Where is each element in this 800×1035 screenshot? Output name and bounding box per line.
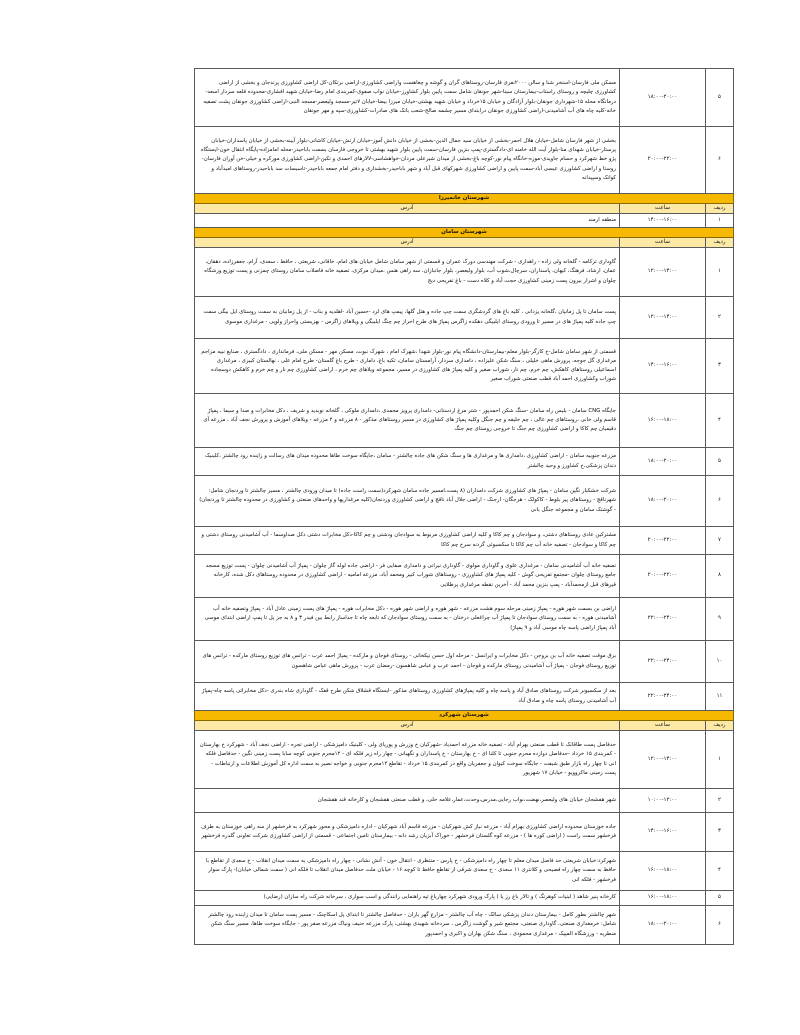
column-header-time: ساعت [620, 721, 706, 731]
row-number: ۱ [706, 248, 734, 297]
table-row [195, 127, 734, 194]
outage-address: منطقه ارمند [195, 214, 620, 228]
table-row [195, 683, 734, 711]
time-range: ۱۴:۰۰-۱۶:۰۰ [620, 339, 706, 394]
outage-address: جاده خوزستان محدوده اراضی کشاورزی بهرام آباد - مزرعه نیاز کش شهرکیان - مزرعه قاسم آباد شهرکیان - اداره دامپزشکی و محور شهرکرد به فرخشهر از سه راهی خوزستان به طرف فرخشهر سمت راست ( اراضی کوره ها ) - مزرعه کوه گلستان فرخشهر - خوراک آبزیان رشد دانه - بیمارستان تامین اجتماعی - قسمتی از اراضی کشاورزی شرکت تعاونی گلدره فرخشهر [195, 813, 620, 852]
outage-address: حدفاصل پست طاقانک تا قطب صنعتی بهرام آباد - تصفیه خانه مزرعه احمدیاد -شهرکیان خ وزرش و پوریای ولی - کلینیک دامپزشکی - اراضی تجره - اراضی نجف آباد - شهرکرد خ بهارستان - کمربندی ۱۵ خرداد -حدفاصل دوازده محرم جنوبی تا کلنا ای - خ بهارستان - خ پاسداران و نگهبانی - چهار راه زیر فلکه ای - ۱۲محرم جنوبی کوچه سابا پست زمینی نگین - حدفاصل فلکه انی تا چهار راه بازار طبق شیفت - جایگاه سوخت کیوان و جعفریان واقع در کمربندی ۱۵ خرداد - تقاطع ۱۲محرم جنوبی و خواجه نصیر به سمت اداره کل آموزش اطلاعات و ارتباطات - پست زمینی ماکروویو - خیابان ۱۷ شهریور [195, 731, 620, 789]
column-header-address: آدرس [195, 238, 620, 248]
table-row [195, 891, 734, 906]
time-range: ۱۰:۰۰-۱۲:۰۰ [620, 789, 706, 813]
column-header-address: آدرس [195, 721, 620, 731]
table-row [195, 69, 734, 127]
row-number: ۵ [706, 891, 734, 906]
city-section-title-row [195, 711, 734, 721]
row-number: ۳ [706, 339, 734, 394]
table-row [195, 394, 734, 448]
outage-address: برق موقت تصفیه خانه آب بن بروجن - دکل مخابرات و ایرانسل - مرحله اول حسن نیکخانی - روستای فوجان و مارکده - پمپاژ احمد عرب - ترانس های توزیع روستای مارکده - ترانس های توزیع روستای فوجان - پمپاژ آب آشامیدنی روستای مارکده و فوجان - احمد عرب و عباس شاهسون -رمضان عرب - پرورش ماهی عباس شاهسون [195, 641, 620, 683]
column-header-row-number: ردیف [706, 204, 734, 214]
time-range: ۱۶:۰۰-۱۸:۰۰ [620, 852, 706, 891]
outage-address: بخشی از شهر فارسان شامل-خیابان هلال احمر-بخشی از خیابان سید جمال الدین-بخشی از خیابان دانش آموز-خیابان ارتش-خیابان کاشانی-بلوار آیینه-بخشی از خیابان پاسداران-خیابان پرستار-خیابان شهدای منا-بلوار آیت الله خامنه ای-دادگستری-پمپ بنزین فارسان-سمت پایین بلوار شهید بهشتی تا خروجی فارسان بسمت باباحیدر-محله امامزاده-پایگاه انتقال خون-ایستگاه پژو خط شهرکرد و حسام جاویدی-موزه-خانگاه پیام نور-کوچه باغ-بخشی از میدان شیرعلی مردان-خواهشاسی-لالارهای احمدی و تکین-اراضی کشاورزی مورکره و خیلی-خن آوران فارسان-روستا و اراضی کشاورزی عیسی آباد-سمت پایین و اراضی کشاورزی شهرکهای قبل آباد و شهر باباحیدر-بخشداری و دفتر امام جمعه باباحیدر-تاسیسات سد باباحیدر-روستاهای امیدآباد و کوانک وسپیدانه [195, 127, 620, 194]
column-header-address: آدرس [195, 204, 620, 214]
table-row [195, 555, 734, 598]
outage-address: بعد از سکسیونر شرکت روستاهای صادق آباد و پاسه چاه و کلیه پمپاژهای کشاورزی روستاهای مذکور -ایستگاه قشلاق شکن طرح قفک - گاوداری شاه بندری -دکل مخابراتی پاسه چاه-پمپاژ آب آشامیدنی روستای پاسه چاه و صادق آباد [195, 683, 620, 711]
time-range: ۱۲:۰۰-۱۴:۰۰ [620, 248, 706, 297]
outage-address: پست سامان تا پل زمانیان ،گلخانه یزدانی ، کلیه باغ های گردشگری سمت چپ جاده و هتل گلها، پیمپ های لرد -حسین آباد -اهلدیه و بناب - از پل زمانیان به سمت روستای ایل بیگی سمت چپ جاده کلیه پمپاژ های در مسیر تا ورودی روستای ایلبیگی دهکده زاگرس پمپاژ های طرح احراز چم چنگ ایلبیگی و ویلاهای زاگرس - بهزیستی واحراز ولوپی - مرغداری موسوی [195, 297, 620, 339]
column-header-time: ساعت [620, 204, 706, 214]
table-row [195, 339, 734, 394]
table-row [195, 813, 734, 852]
time-range: ۲۲:۰۰-۲۴:۰۰ [620, 598, 706, 641]
city-section-title-row [195, 228, 734, 238]
time-range: ۲۰:۰۰-۲۲:۰۰ [620, 127, 706, 194]
row-number: ۶ [706, 476, 734, 527]
schedule-table [194, 68, 734, 945]
city-section-title: شهرستان خانمیرزا [195, 194, 734, 204]
table-row [195, 852, 734, 891]
time-range: ۱۸:۰۰-۲۰:۰۰ [620, 69, 706, 127]
power-outage-schedule-document [194, 68, 734, 945]
outage-address: شرکت خشکبار نگین سامان - پمپاژ های کشاورزی شرکت دامداران (۸ پست،امسیر جاده سامان شهرکرد(سمت راست جاده) تا میدان ورودی چالشتر ، مسیر چالشتر تا وردنجان شامل: شهرناقچ - روستاهای پیر بلوط - کاکولک - هرجگان- ارجنک - اراضی جلال آباد ناقچ و اراضی کشاورزی وردنجان(کلیه مرغداریها و واحدهای صنعتی و کشاورزی در محدوده چالشتر تا وردنجان) - گوشتک سامان و مجموعه جنگل بانی [195, 476, 620, 527]
time-range: ۱۸:۰۰-۲۰:۰۰ [620, 448, 706, 476]
time-range: ۱۴:۰۰-۱۶:۰۰ [620, 813, 706, 852]
outage-address: مشترکین عادی روستاهای دشتی، و سوادجان و چم کاکا و کلیه اراضی کشاورزی مربوط به سوادجان ودشتی و چم کاکا-دکل مخابرات دشتی دکل صداوسما - آب آشامیدنی روستای دشتی و چم کاکا و سوادجان - تصفیه خانه آب چم کاکا تا سکسبوئی گردنه سرخ چم کاکا [195, 527, 620, 555]
row-number: ۱۰ [706, 641, 734, 683]
column-header-row-number: ردیف [706, 721, 734, 731]
outage-address: شهر چالشتر بطور کامل - بیمارستان دندان پزشکی سالک - چاه آب چالشتر - مزارع گهر یاران - حدفاصل چالشتر تا ابتدای پل اسکاچنک - مسیر پست سامان تا میدان زاینده رود چالشتر شامل: خرمغداری صنعتی، گاوداری صنعتی، مجتمع شیر و گوشت زاگرس ، سردخانه شهیدی بهشتی، پارک مزرعه حنیف ونیاک مزرعه صفر پور - جایگاه سوخت طاها، مسیر سنگ شکن منطریه - ورزشگاه المپیک - مرغداری محمودی ، سنگ شکن بهاران و اکبری و احمدپور [195, 906, 620, 945]
table-row [195, 448, 734, 476]
row-number: ۵ [706, 69, 734, 127]
table-row [195, 906, 734, 945]
outage-address: شهر هفشجان خیابان های ولیعصر،نهضت،نواب رجایی،مدرس،وحدت،عمار،علامه حلی، و قطب صنعتی هفشجان و کارخانه قند هفشجان [195, 789, 620, 813]
table-row [195, 297, 734, 339]
table-row [195, 527, 734, 555]
outage-address: مسکن ملی فارسان-استخر شنا و سالن ۲۰۰۰نفری فارسان-روستاهای گران و گوشه و چغاهست واراضی کشاورزی-اراضی برتکان-کل اراضی کشاورزی پرندجان و بخشی از اراضی کشاورزی چلیچه و روستای راستاب-بیمارستان سینا-شهر جونقان شامل سمت پایین بلوار کشاورز-خیابان نواب صفوی-کمربندی امام رضا-خیابان شهید افشاری-محدوده قلعه سردار اسعد-درمانگاه محله ۱۵-شهرداری جونقان-بلوار آزادگان و خیابان ۱۵خرداد و خیابان شهید بهشتی-خیابان میرزا بیضا-خیابان ۷تیر-مسجد ولیعصر-مسجد النبی-اراضی کشاورزی جونقان پشت تصفیه خانه-کلیه چاه های آب آشامیدنی-اراضی کشاورزی جونقان درابتدای مسیر چشمه صالح-شعب بانک های صادرات-کشاورزی-سپه و مهر جونقان [195, 69, 620, 127]
row-number: ۱ [706, 214, 734, 228]
table-row [195, 476, 734, 527]
city-section-title: شهرستان شهرکرد [195, 711, 734, 721]
table-row [195, 731, 734, 789]
time-range: ۱۴:۰۰-۱۶:۰۰ [620, 214, 706, 228]
time-range: ۱۲:۰۰-۱۴:۰۰ [620, 731, 706, 789]
table-row [195, 214, 734, 228]
time-range: ۱۶:۰۰-۱۸:۰۰ [620, 394, 706, 448]
time-range: ۲۰:۰۰-۲۲:۰۰ [620, 527, 706, 555]
time-range: ۲۲:۰۰-۲۴:۰۰ [620, 641, 706, 683]
row-number: ۷ [706, 527, 734, 555]
outage-address: کارخانه پنیر شاهد ( لبنیات کوهرنگ ) و تالار باغ رز یا ) پارک ورودی شهرکرد چهارباغ تپه راهنمایی رانندگی و اسب سواری ، سرخانه شرکت راه سازان (رضایی) [195, 891, 620, 906]
outage-address: شهرکرد:خیابان شریعتی حد فاصل میدان معلم تا چهار راه دامپزشکی - خ پارس - منتظری - انتقال خون - آتش نشانی - چهار راه دامپزشکی به سمت میدان انقلاب - خ سعدی از تقاطع با حافظ به سمت چهار راه فصیحی و کلانتری ۱۱ سعدی - خ سعدی شرقی از تقاطع حافظ تا کوچه ۱۶ - خیابان ملت حدفاصل میدان انقلاب تا فلکه انی ( سمت شمالی خیابان)- پارک سوار فرخشهر - فلکه انی [195, 852, 620, 891]
row-number: ۱۱ [706, 683, 734, 711]
row-number: ۲ [706, 789, 734, 813]
column-header-row [195, 721, 734, 731]
row-number: ۸ [706, 555, 734, 598]
outage-address: تصفیه خانه آب آشامیدنی سامان - مرغداری علوی و گاوداری مولوی - گاوداری نیرانی و دامداری صفایی فر - اراضی جاده لوله گاز چلوان - پمپاژ آب آشامیدنی چلوان - پست توزیع مسجد جامع روستای چلوان -مجتمع تفریحی گوش - کلیه پمپاژ های کشاورزی - روستاهای شوراب کبیر ومحمد آباد، مزرعه امامیه - اراضی کشاورزی در محدوده روستاهای دکل شده، کارخانه قیرهای قبل ازمحمدآباد - پمپ بنزین محمد آباد - آخرین نقطه مرغداری پرطلایی [195, 555, 620, 598]
table-row [195, 789, 734, 813]
row-number: ۴ [706, 394, 734, 448]
row-number: ۱ [706, 731, 734, 789]
row-number: ۳ [706, 813, 734, 852]
row-number: ۹ [706, 598, 734, 641]
row-number: ۵ [706, 448, 734, 476]
time-range: ۲۲:۰۰-۲۴:۰۰ [620, 683, 706, 711]
schedule-table-body [195, 69, 734, 945]
city-section-title: شهرستان سامان [195, 228, 734, 238]
row-number: ۶ [706, 127, 734, 194]
outage-address: گاوداری ترکامه - گلخانه ولی زاده - راهداری - شرکت مهندسی دورک عمران و قسمتی از شهر سامان شامل خیابان های امام، خاقانی، شریعتی ، حافظ ، سعدی، آرام، جعفرزاده، دهقان، عمان، ارشاد، فرهنگ، کیهان، پاسداران، سرچال،شوب آب، بلوار ولیعصر، بلوار جانبازان، سه راهی هنس ،میدان مرکزی، تصفیه خانه فاضلاب سامان روستای چمزنی و پست توزیع وزشگاه چلوان و اشرار بیرون پست زمینی کشاورزی حجت آباد و کلاه دست - باغ تفریحی دیج [195, 248, 620, 297]
city-section-title-row [195, 194, 734, 204]
time-range: ۱۸:۰۰-۲۰:۰۰ [620, 906, 706, 945]
table-row [195, 248, 734, 297]
time-range: ۱۸:۰۰-۲۰:۰۰ [620, 476, 706, 527]
column-header-row-number: ردیف [706, 238, 734, 248]
outage-address: جایگاه CNG سامان - بلیس راه سامان -سنگ شکن احمدپور - شتر مرغ اردستانی- دامداری پرویز محمدی ،دامداری ملوکی ، گلخانه نوبدید و شریف ، دکل مخابرات و صدا و سیما ، پمپاژ قاسم ولی خانی ،روستاهای چم عالی ، چم خلیفه و چم جنگل وکلیه پمپاژ های کشاورزی در مسیر روستاهای مذکور - ۸ مزرعه و ۴ مزرعه - ویلاهای آموزش و پرورش نجف آباد ، مزرعه آی دقیمیان چم کاکا و اراضی کشاورزی چم جنگ تا خروجی روستای چم جنگ [195, 394, 620, 448]
column-header-row [195, 238, 734, 248]
table-row [195, 641, 734, 683]
time-range: ۱۲:۰۰-۱۴:۰۰ [620, 297, 706, 339]
row-number: ۴ [706, 852, 734, 891]
row-number: ۲ [706, 297, 734, 339]
column-header-row [195, 204, 734, 214]
row-number: ۶ [706, 906, 734, 945]
outage-address: مزرعه جنوبیه سامان - اراضی کشاورزی ،دامداری ها و مرغداری ها و سنگ شکن های جاده چالشتر - سامان ،جایگاه سوخت طاها محدوده میدان های رسالت و زاینده رود چالشتر ،کلینیک دندان پزشکی،خ کشاورز و وحید چالشتر [195, 448, 620, 476]
outage-address: اراضی بن بسمت شهر هوره - پمپاژ زمینی مرحله سوم هشت مزرعه - شهر هوره و اراضی شهر هوره - دکل مخابرات هوره - پمپاژ های پست زمینی عادل آباد - پمپاژ وتصفیه خانه آب آشامیدنی هوره - به سمت روستای سوادجان تا پمپاژ آب چراغعلی درختان - به سمت روستای سوادجان که تابعه چاه تا جداساز رابط بین فیدر ۳ و ۸ به جز پل تا پمپ اراضی ابتدای موسی آباد پمپاژ اراضی پاسه چاه موسی آباد و ۹ پمپاژ) [195, 598, 620, 641]
time-range: ۱۶:۰۰-۱۸:۰۰ [620, 891, 706, 906]
column-header-time: ساعت [620, 238, 706, 248]
time-range: ۲۰:۰۰-۲۲:۰۰ [620, 555, 706, 598]
outage-address: قسمتی از شهر سامان شامل-خ کارگر-بلوار معلم-بیمارستان-دانشگاه پیام نور-بلوار شهدا ،شهرک امام ، شهرک نبوت، مسکن مهر - مسکن ملی، فرمانداری ، دادگستری ، صنایع نبیه مزاجم مرغداری گل جوجه، پرورش ماهی خلیلی ، سنگ شکن علیزاده ، دامداری سردار، آرامستان سامان، تکیه باغ، داماری - طرح باغ گلستان- طرح امام علی ، نهالستان کبیری ، مرغداری اسماعیلی روستاهای کاهکش، چم خرم، چم نار، شوراب صغیر و کلیه پمپاژ های کشاورزی در مسیر، مجموعه ویلاهای چم خرم ، اراضی کشاورزی چم نار و چم خرم و کاهکش دوسجاده شوراب وکشاورزی احمد آباد قطب صنعتی شوراب صغیر [195, 339, 620, 394]
table-row [195, 598, 734, 641]
